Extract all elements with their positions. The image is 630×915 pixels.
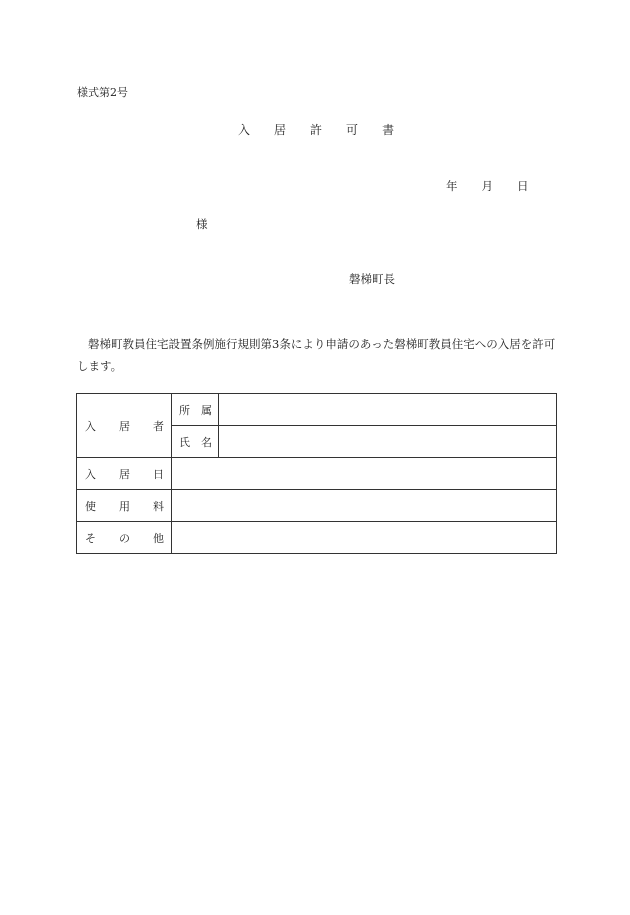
title-char: 許 — [310, 123, 323, 137]
affiliation-value[interactable] — [219, 394, 557, 426]
other-value[interactable] — [172, 522, 557, 554]
move-in-date-label: 入 居 日 — [77, 458, 172, 490]
table-row — [77, 458, 557, 490]
table-row — [77, 522, 557, 554]
table-row — [77, 490, 557, 522]
move-in-date-value[interactable] — [172, 458, 557, 490]
date-line — [446, 181, 529, 193]
form-number: 様式第2号 — [77, 86, 128, 99]
affiliation-label: 所 属 — [172, 394, 219, 426]
title-char: 入 — [238, 123, 251, 137]
fee-label: 使 用 料 — [77, 490, 172, 522]
permit-table — [76, 393, 557, 554]
name-value[interactable] — [219, 426, 557, 458]
title-char: 居 — [274, 123, 287, 137]
resident-label: 入 居 者 — [77, 394, 172, 458]
addressee-suffix: 様 — [196, 217, 208, 231]
date-year: 年 — [446, 179, 458, 193]
other-label: そ の 他 — [77, 522, 172, 554]
name-label: 氏 名 — [172, 426, 219, 458]
body-text: 磐梯町教員住宅設置条例施行規則第3条により申請のあった磐梯町教員住宅への入居を許可します。 — [77, 337, 556, 373]
fee-value[interactable] — [172, 490, 557, 522]
issuer: 磐梯町長 — [349, 272, 395, 286]
table-row — [77, 394, 557, 426]
document-title — [238, 124, 394, 136]
title-char: 可 — [346, 123, 359, 137]
date-month: 月 — [481, 179, 493, 193]
date-day: 日 — [517, 179, 529, 193]
title-char: 書 — [382, 123, 395, 137]
